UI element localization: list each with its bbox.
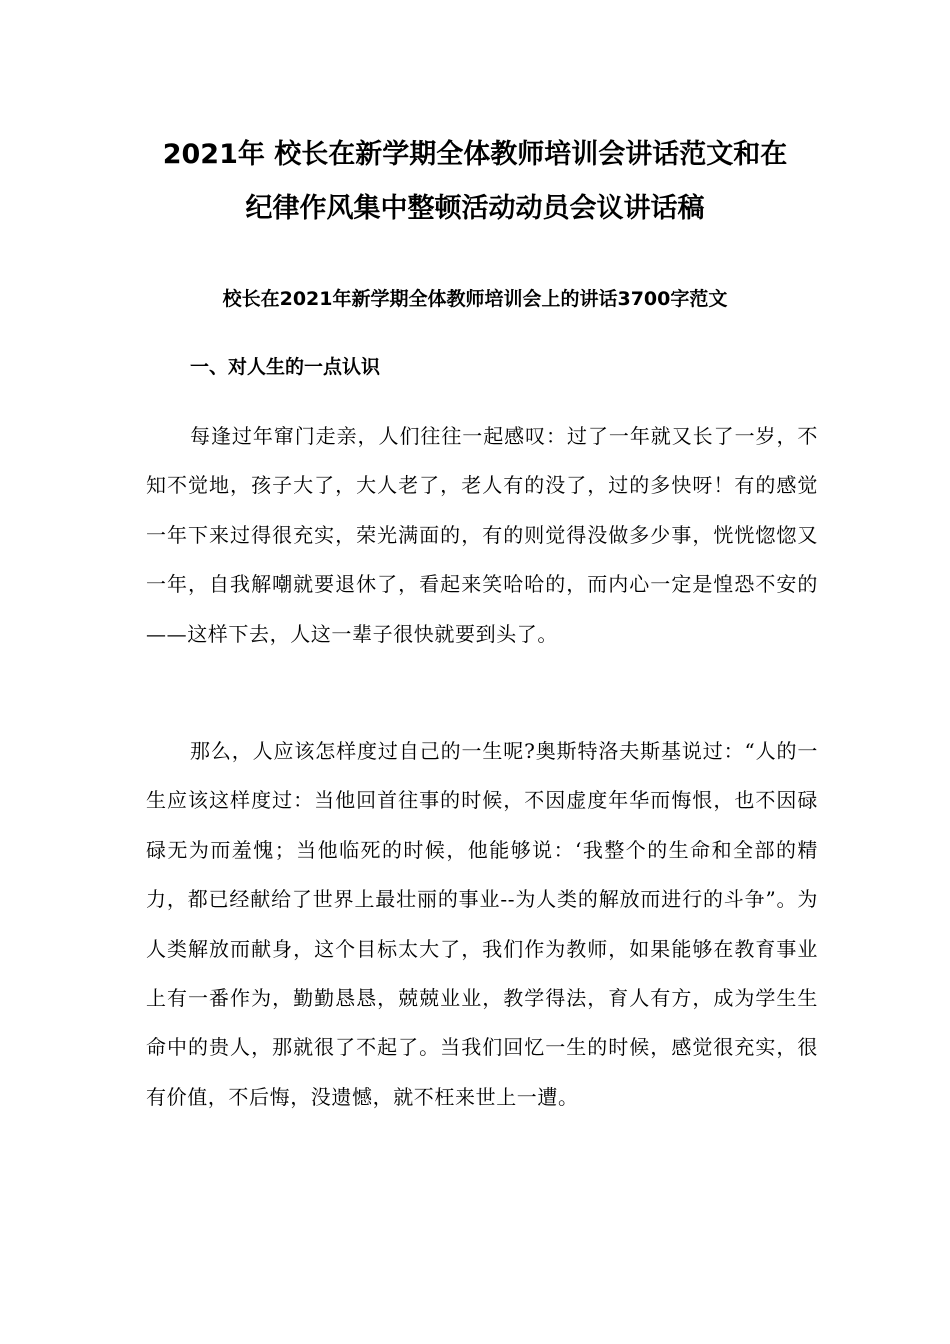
speech-subtitle: 校长在2021年新学期全体教师培训会上的讲话3700字范文 bbox=[222, 288, 728, 310]
body-paragraph-1: 每逢过年窜门走亲，人们往往一起感叹：过了一年就又长了一岁，不知不觉地，孩子大了，大人老了，老人有的没了，过的多快呀！有的感觉一年下来过得很充实，荣光满面的，有的则觉得没做多少事，恍恍惚惚又一年，自我解嘲就要退休了，看起来笑哈哈的，而内心一定是惶恐不安的——这样下去，人这一辈子很快就要到头了。 bbox=[146, 424, 818, 646]
title-line-1: 2021年 校长在新学期全体教师培训会讲话范文和在 bbox=[162, 139, 788, 170]
body-paragraph-2: 那么，人应该怎样度过自己的一生呢?奥斯特洛夫斯基说过：“人的一生应该这样度过：当他回首往事的时候，不因虚度年华而悔恨，也不因碌碌无为而羞愧；当他临死的时候，他能够说：‘我整个的生命和全部的精力，都已经献给了世界上最壮丽的事业--为人类的解放而进行的斗争”。为人类解放而献身，这个目标太大了，我们作为教师，如果能够在教育事业上有一番作为，勤勤恳恳，兢兢业业，教学得法，育人有方，成为学生生命中的贵人，那就很了不起了。当我们回忆一生的时候，感觉很充实，很有价值，不后悔，没遗憾，就不枉来世上一遭。 bbox=[146, 739, 818, 1109]
section-heading: 一、对人生的一点认识 bbox=[190, 356, 381, 378]
title-line-2: 纪律作风集中整顿活动动员会议讲话稿 bbox=[245, 193, 705, 224]
document-title bbox=[120, 128, 830, 236]
